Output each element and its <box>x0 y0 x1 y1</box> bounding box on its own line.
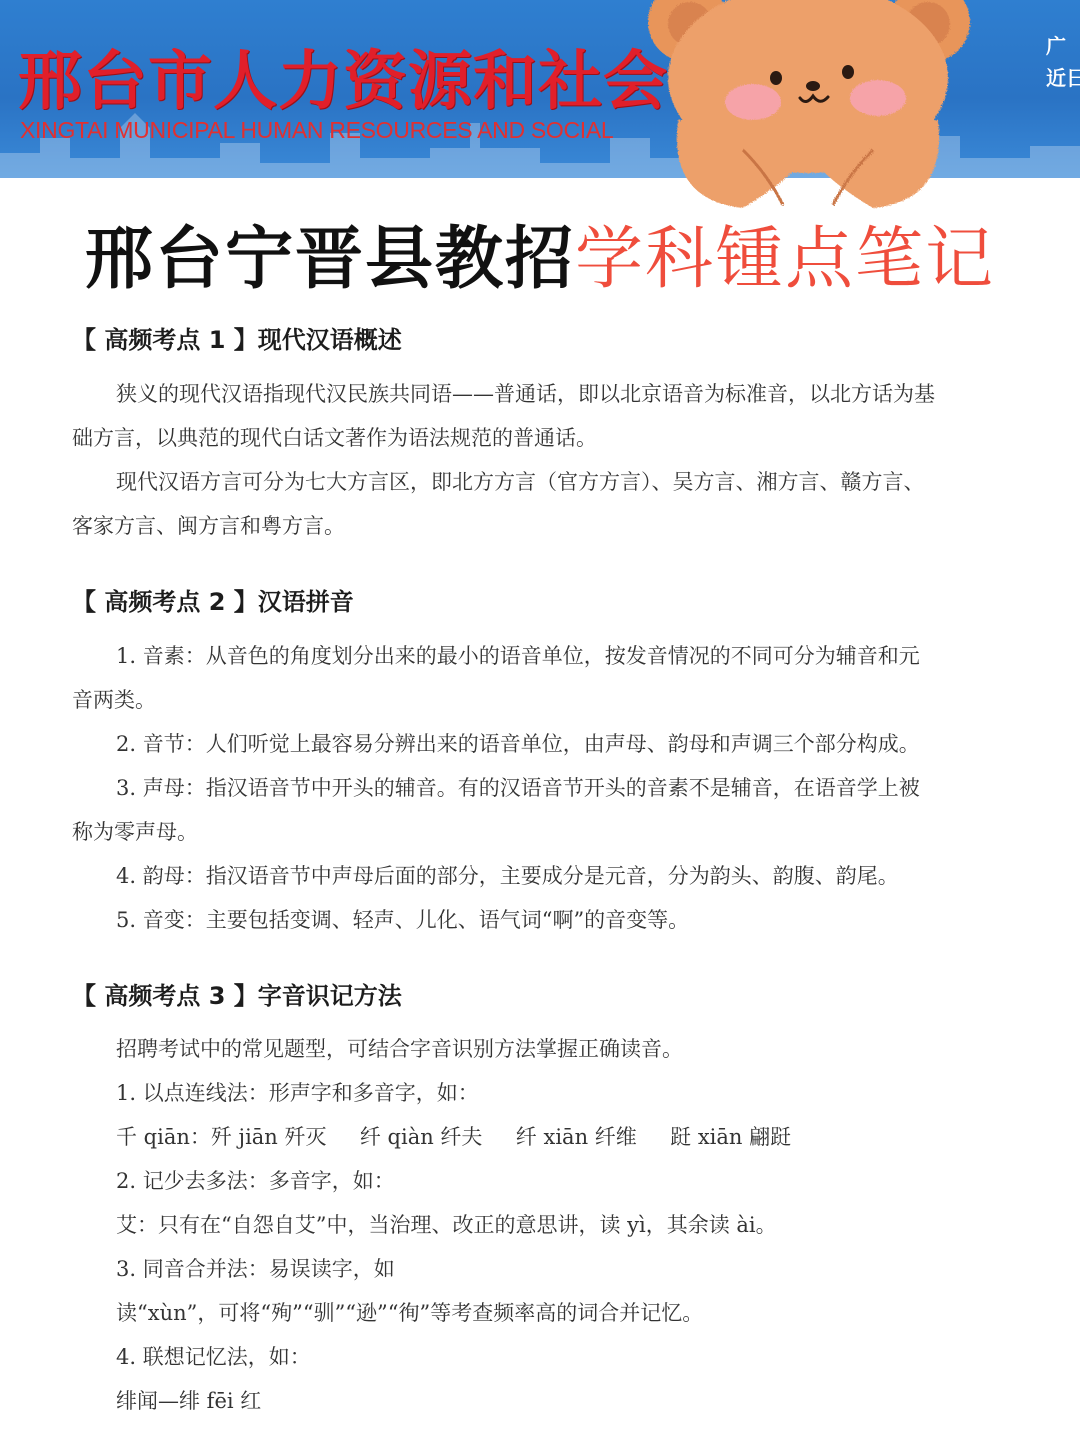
bear-sticker-icon <box>648 0 973 215</box>
section-2-line: 2. 音节：人们听觉上最容易分辨出来的语音单位，由声母、韵母和声调三个部分构成。 <box>116 732 920 756</box>
banner-title: 邢台市人力资源和社会 <box>18 45 668 119</box>
section-3-line: 读“xùn”，可将“殉”“驯”“逊”“徇”等考查频率高的词合并记忆。 <box>116 1301 704 1325</box>
banner-right-text <box>1046 30 1086 94</box>
page-title <box>0 205 1080 302</box>
section-3-line: 绯闻—绯 fēi 红 <box>116 1389 262 1413</box>
section-3-line: 千 qiān：歼 jiān 歼灭 纤 qiàn 纤夫 纤 xiān 纤维 跹 xiān 翩跹 <box>116 1125 792 1149</box>
section-3-line: 艾：只有在“自怨自艾”中，当治理、改正的意思讲，读 yì，其余读 ài。 <box>116 1213 777 1237</box>
section-heading-3: 【 高频考点 3 】字音识记方法 <box>72 982 402 1010</box>
page-title-part-2: 学科锺点笔记 <box>575 220 996 299</box>
section-2-line: 5. 音变：主要包括变调、轻声、儿化、语气词“啊”的音变等。 <box>116 908 690 932</box>
section-3-line: 4. 联想记忆法，如： <box>116 1345 311 1369</box>
section-2-line: 称为零声母。 <box>72 820 198 844</box>
section-2-line: 1. 音素：从音色的角度划分出来的最小的语音单位，按发音情况的不同可分为辅音和元 <box>116 644 920 668</box>
banner-right-line-2: 近日 <box>1046 66 1086 90</box>
page-title-part-1: 邢台宁晋县教招 <box>84 220 575 299</box>
section-1-line: 客家方言、闽方言和粤方言。 <box>72 514 345 538</box>
section-3-line: 招聘考试中的常见题型，可结合字音识别方法掌握正确读音。 <box>116 1037 683 1061</box>
banner-right-line-1: 广 <box>1046 34 1066 58</box>
banner-subtitle: XINGTAI MUNICIPAL HUMAN RESOURCES AND SOCIAL <box>20 117 614 143</box>
section-1-line: 础方言，以典范的现代白话文著作为语法规范的普通话。 <box>72 426 597 450</box>
section-2-line: 音两类。 <box>72 688 156 712</box>
section-1-line: 现代汉语方言可分为七大方言区，即北方方言（官方方言）、吴方言、湘方言、赣方言、 <box>116 470 925 494</box>
section-1-line: 狭义的现代汉语指现代汉民族共同语——普通话，即以北京语音为标准音，以北方话为基 <box>116 382 935 406</box>
section-3-line: 2. 记少去多法：多音字，如： <box>116 1169 395 1193</box>
section-3-line: 1. 以点连线法：形声字和多音字，如： <box>116 1081 479 1105</box>
section-2-line: 3. 声母：指汉语音节中开头的辅音。有的汉语音节开头的音素不是辅音，在语音学上被 <box>116 776 920 800</box>
section-heading-1: 【 高频考点 1 】现代汉语概述 <box>72 326 402 354</box>
section-3-line: 3. 同音合并法：易误读字，如 <box>116 1257 395 1281</box>
section-heading-2: 【 高频考点 2 】汉语拼音 <box>72 588 354 616</box>
section-2-line: 4. 韵母：指汉语音节中声母后面的部分，主要成分是元音，分为韵头、韵腹、韵尾。 <box>116 864 899 888</box>
